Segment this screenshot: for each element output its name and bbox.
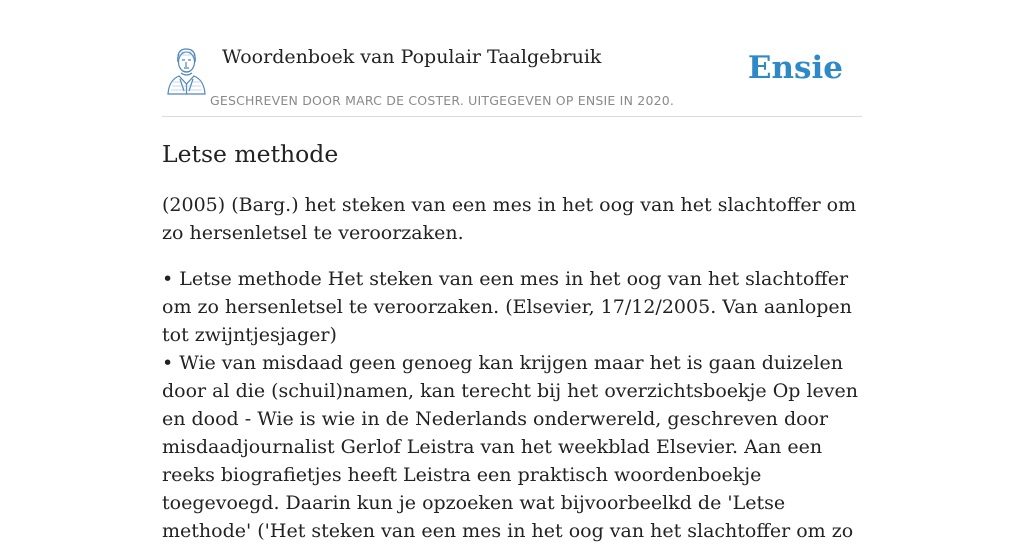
entry-title: Letse methode [162, 140, 339, 168]
entry-content [162, 138, 862, 545]
author-portrait-icon [164, 46, 208, 96]
entry-definition: (2005) (Barg.) het steken van een mes in het oog van het slachtoffer om zo hersenletsel te veroorzaken. [162, 194, 857, 244]
author-byline: GESCHREVEN DOOR MARC DE COSTER. UITGEGEVEN OP ENSIE IN 2020. [210, 93, 675, 108]
site-header [162, 40, 862, 117]
book-title[interactable]: Woordenboek van Populair Taalgebruik [222, 46, 602, 68]
entry-quote: • Letse methode Het steken van een mes in het oog van het slachtoffer om zo hersenletsel te veroorzaken. (Elsevier, 17/12/2005. Van aanlopen tot zwijntjesjager) [162, 268, 852, 346]
entry-quote: • Wie van misdaad geen genoeg kan krijgen maar het is gaan duizelen door al die (schuil)namen, kan terecht bij het overzichtsboekje Op leven en dood - Wie is wie in de Nederlands onderwereld, geschreven door misdaadjournalist Gerlof Leistra van het weekblad Elsevier. Aan een reeks biografietjes heeft Leistra een praktisch woordenboekje toegevoegd. Daarin kun je opzoeken wat bijvoorbeelkd de 'Letse methode' ('Het steken van een mes in het oog van het slachtoffer om zo [162, 352, 859, 542]
ensie-logo[interactable]: Ensie [747, 50, 843, 86]
